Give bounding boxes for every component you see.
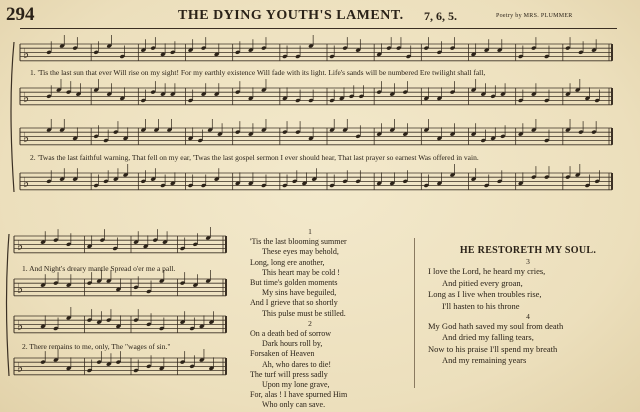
hymn-meter: 7, 6, 5. [424, 9, 457, 23]
clef-icon: ♭ [17, 361, 24, 376]
verse-number-2: 2 [308, 318, 312, 328]
clef-icon: ♭ [23, 176, 30, 191]
clef-icon: ♭ [23, 131, 30, 146]
verse-line: Ah, who dares to die! [262, 359, 332, 369]
verse-line: Dark hours roll by, [262, 339, 323, 349]
lyric-line-3: 1. And Night's dreary mantle Spread o'er me a pall. [22, 264, 176, 273]
verse-line: My God hath saved my soul from death [428, 321, 564, 332]
poetry-credit: Poetry by MRS. PLUMMER [496, 13, 573, 19]
verse-line: This heart may be cold ! [262, 267, 340, 277]
second-hymn [428, 245, 628, 367]
verse-line: I'll hasten to his throne [442, 300, 520, 311]
verse-line: Long, long ere another, [250, 257, 325, 267]
staff-3-bass [14, 279, 226, 296]
second-hymn-title: HE RESTORETH MY SOUL. [459, 245, 597, 256]
lyric-line-2: 2. 'Twas the last faithful warning, That fell on my ear, 'Twas the last gospel sermon I ever should hear, That last prayer so earnest Was offered in vain. [30, 153, 479, 162]
verse-number-4: 4 [526, 312, 530, 322]
column-divider [414, 238, 415, 388]
verse-line: On a death bed of sorrow [250, 329, 332, 339]
verse-line: Now to his praise I'll spend my breath [428, 343, 558, 354]
hymn-title: THE DYING YOUTH'S LAMENT. [178, 8, 404, 23]
clef-icon: ♭ [17, 282, 24, 297]
verse-line: Long as I live when troubles rise, [428, 289, 542, 300]
verse-line: For, alas ! I have spurned Him [250, 390, 348, 400]
page-number: 294 [6, 4, 35, 25]
verse-line: And I grieve that so shortly [250, 298, 338, 308]
verse-line: Upon my lone grave, [262, 380, 330, 390]
verse-line: I love the Lord, he heard my cries, [428, 266, 546, 277]
lyric-line-4: 2. There remains to me, only, The "wages of sin." [22, 342, 171, 351]
verse-number-1: 1 [308, 227, 312, 236]
verse-line: This pulse must be stilled. [262, 308, 346, 318]
verses-column [250, 227, 400, 411]
verse-line: And pitied every groan, [442, 277, 523, 288]
verse-line: Who only can save. [262, 400, 326, 410]
verse-line: My sins have beguiled, [262, 288, 337, 298]
verse-line: 'Tis the last blooming summer [250, 237, 347, 247]
clef-icon: ♭ [17, 239, 24, 254]
verse-line: But time's golden moments [250, 278, 338, 288]
verse-line: And dried my falling tears, [442, 332, 534, 343]
verse-number-3: 3 [526, 257, 530, 267]
clef-icon: ♭ [17, 319, 24, 334]
clef-icon: ♭ [23, 91, 30, 106]
clef-icon: ♭ [23, 47, 30, 62]
verse-line: Forsaken of Heaven [250, 349, 315, 359]
verse-line: These eyes may behold, [262, 247, 339, 257]
verse-line: And my remaining years [442, 355, 527, 366]
lyric-line-1: 1. 'Tis the last sun that ever Will rise on my sight! For my earthly existence Will fade with its light. Life's sands will be numbered Ere twilight shall fall, [30, 68, 486, 77]
verse-line: The turf will press sadly [250, 369, 328, 379]
